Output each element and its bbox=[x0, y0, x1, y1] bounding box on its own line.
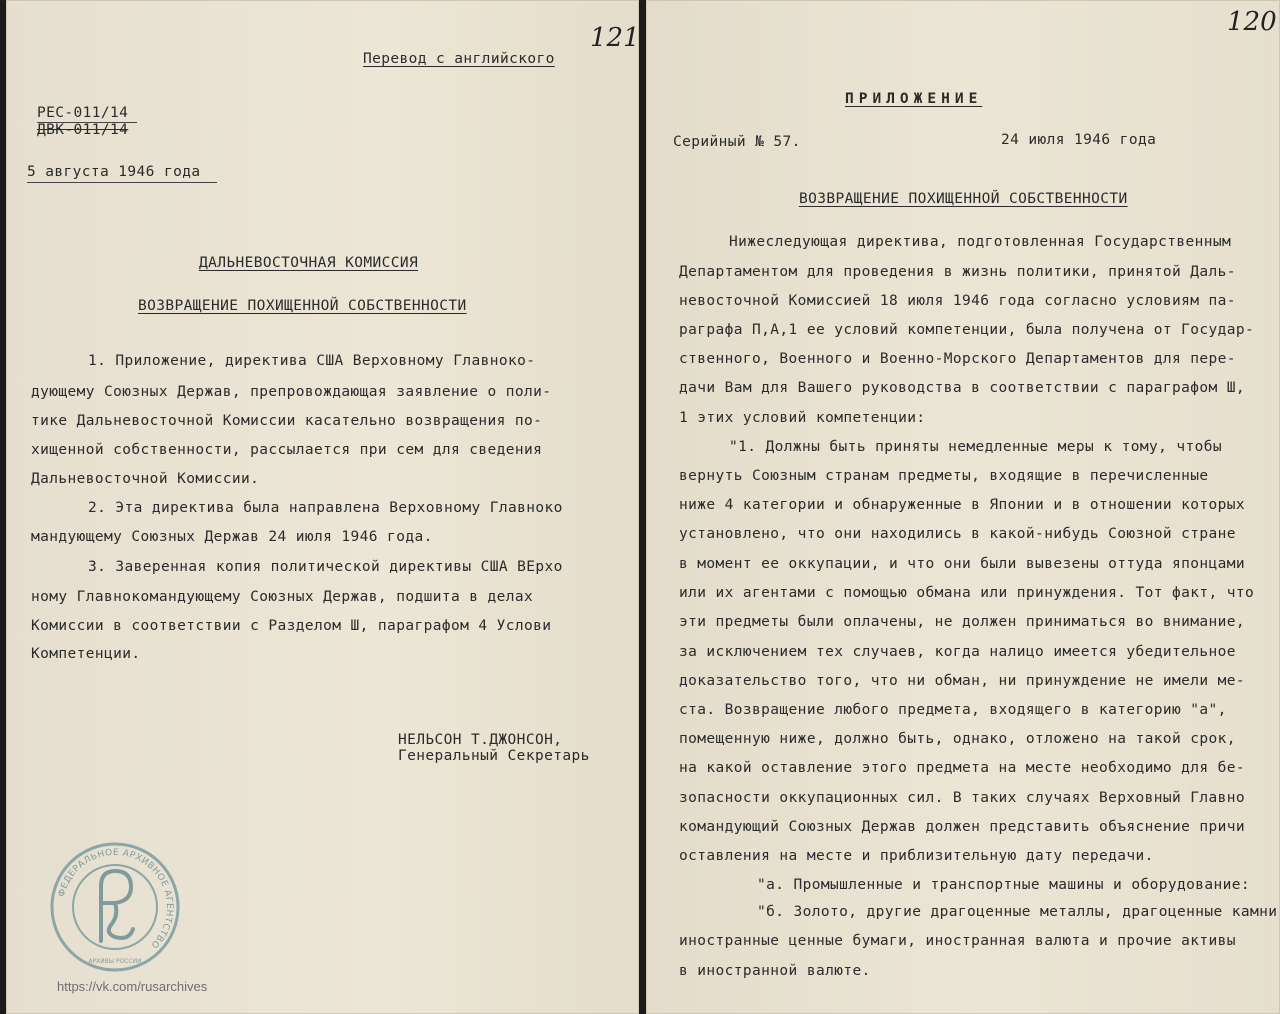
right-line: невосточной Комиссией 18 июля 1946 года согласно условиям па- bbox=[679, 293, 1236, 309]
signature-name: НЕЛЬСОН Т.ДЖОНСОН, bbox=[398, 732, 563, 748]
reference-code-1: РЕС-011/14 bbox=[37, 105, 129, 121]
right-line: 1 этих условий компетенции: bbox=[679, 410, 926, 426]
right-line: дачи Вам для Вашего руководства в соответствии с параграфом Ш, bbox=[679, 380, 1246, 396]
right-line: в иностранной валюте. bbox=[679, 963, 871, 979]
right-line: зопасности оккупационных сил. В таких случаях Верховный Главно bbox=[679, 790, 1246, 806]
right-line: раграфа П,А,1 ее условий компетенции, была получена от Государ- bbox=[679, 322, 1255, 338]
reference-code-2: ДВК-011/14 bbox=[37, 122, 129, 138]
right-line: в момент ее оккупации, и что они были вывезены оттуда японцами bbox=[679, 556, 1246, 572]
right-page-number: 120 bbox=[1227, 7, 1277, 37]
date-rule bbox=[27, 182, 217, 183]
right-line: установлено, что они находились в какой-нибудь Союзной стране bbox=[679, 526, 1236, 542]
left-line: 2. Эта директива была направлена Верховному Главноко bbox=[88, 500, 563, 516]
right-line: "1. Должны быть приняты немедленные меры к тому, чтобы bbox=[729, 439, 1223, 455]
right-line: оставления на месте и приблизительную дату передачи. bbox=[679, 848, 1154, 864]
stamp-bottom-text: АРХИВЫ РОССИИ bbox=[88, 958, 142, 965]
right-date: 24 июля 1946 года bbox=[1001, 132, 1157, 148]
right-line: ниже 4 категории и обнаруженные в Японии и в отношении которых bbox=[679, 497, 1246, 513]
right-document-page bbox=[646, 0, 1280, 1014]
right-line: помещенную ниже, должно быть, однако, отложено на такой срок, bbox=[679, 731, 1236, 747]
stamp-text: ФЕДЕРАЛЬНОЕ АРХИВНОЕ АГЕНТСТВО bbox=[56, 847, 175, 950]
right-line: командующий Союзных Держав должен представить объяснение причи bbox=[679, 819, 1246, 835]
left-line: тике Дальневосточной Комиссии касательно возвращения по- bbox=[31, 413, 543, 429]
right-line: на какой оставление этого предмета на месте необходимо для бе- bbox=[679, 760, 1246, 776]
watermark-link: https://vk.com/rusarchives bbox=[57, 979, 208, 994]
left-line: 3. Заверенная копия политической директивы США ВЕрхо bbox=[88, 559, 563, 575]
right-line: или их агентами с помощью обмана или принуждения. Тот факт, что bbox=[679, 585, 1255, 601]
right-line: ста. Возвращение любого предмета, входящего в категорию "а", bbox=[679, 702, 1227, 718]
right-line: Департаментом для проведения в жизнь политики, принятой Даль- bbox=[679, 264, 1236, 280]
serial-number: Серийный № 57. bbox=[673, 134, 801, 150]
signature-title: Генеральный Секретарь bbox=[398, 748, 590, 764]
right-line: "а. Промышленные и транспортные машины и оборудование: bbox=[757, 877, 1251, 893]
left-document-page bbox=[6, 0, 639, 1014]
left-line: ному Главнокомандующему Союзных Держав, подшита в делах bbox=[31, 589, 534, 605]
left-line: хищенной собственности, рассылается при сем для сведения bbox=[31, 442, 543, 458]
left-line: мандующему Союзных Держав 24 июля 1946 года. bbox=[31, 529, 433, 545]
right-line: эти предметы были оплачены, не должен приниматься во внимание, bbox=[679, 614, 1246, 630]
left-line: Комиссии в соответствии с Разделом Ш, параграфом 4 Услови bbox=[31, 618, 552, 634]
left-line: дующему Союзных Держав, препровождающая заявление о поли- bbox=[31, 384, 552, 400]
translation-header: Перевод с английского bbox=[363, 51, 555, 67]
left-line: Компетенции. bbox=[31, 646, 141, 662]
commission-title: ДАЛЬНЕВОСТОЧНАЯ КОМИССИЯ bbox=[199, 255, 419, 271]
right-line: вернуть Союзным странам предметы, входящие в перечисленные bbox=[679, 468, 1209, 484]
left-line: 1. Приложение, директива США Верховному Главноко- bbox=[88, 353, 536, 369]
right-line: за исключением тех случаев, когда налицо имеется убедительное bbox=[679, 644, 1236, 660]
archive-stamp-icon bbox=[49, 841, 181, 973]
right-line: "б. Золото, другие драгоценные металлы, драгоценные камни bbox=[757, 904, 1278, 920]
left-line: Дальневосточной Комиссии. bbox=[31, 471, 260, 487]
right-line: доказательство того, что ни обман, ни принуждение не имели ме- bbox=[679, 673, 1246, 689]
left-page-number: 121 bbox=[590, 23, 640, 53]
appendix-heading: ПРИЛОЖЕНИЕ bbox=[845, 91, 983, 107]
right-title: ВОЗВРАЩЕНИЕ ПОХИЩЕННОЙ СОБСТВЕННОСТИ bbox=[799, 191, 1128, 207]
right-line: Нижеследующая директива, подготовленная Государственным bbox=[729, 234, 1232, 250]
left-date: 5 августа 1946 года bbox=[27, 164, 201, 180]
right-line: ственного, Военного и Военно-Морского Департаментов для пере- bbox=[679, 351, 1236, 367]
right-line: иностранные ценные бумаги, иностранная валюта и прочие активы bbox=[679, 933, 1236, 949]
left-subtitle: ВОЗВРАЩЕНИЕ ПОХИЩЕННОЙ СОБСТВЕННОСТИ bbox=[138, 298, 467, 314]
